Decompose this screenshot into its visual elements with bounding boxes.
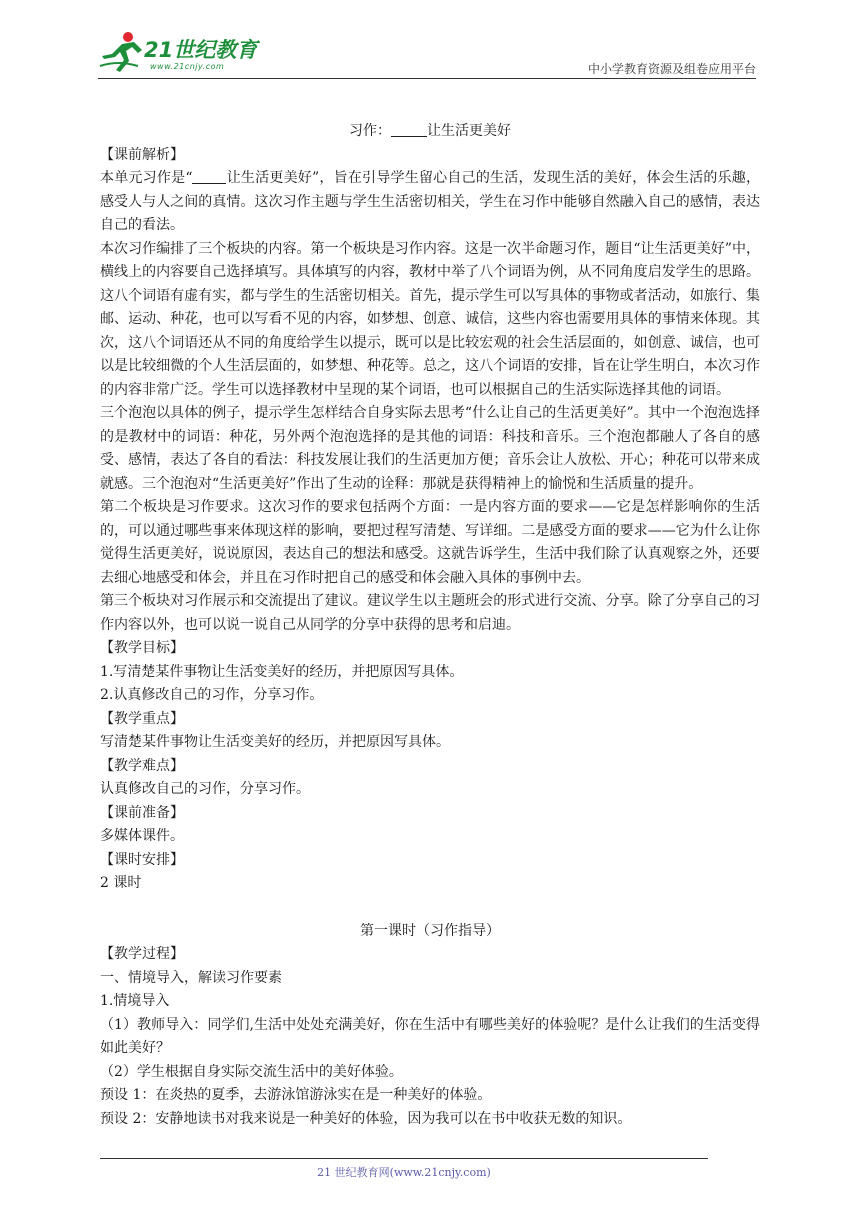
footer-divider <box>100 1158 708 1159</box>
footer-link[interactable]: 21 世纪教育网(www.21cnjy.com) <box>317 1166 491 1179</box>
title-blank <box>391 121 427 137</box>
section-heading: 【课前解析】 <box>100 146 184 163</box>
section-heading: 【课前准备】 <box>100 804 184 821</box>
runner-logo-icon <box>98 30 146 74</box>
paragraph: 写清楚某件事物让生活变美好的经历，并把原因写具体。 <box>100 734 450 750</box>
section-heading: 【教学重点】 <box>100 710 184 727</box>
doc-title: 习作： 让生活更美好 <box>349 123 511 139</box>
logo-url: www.21cnjy.com <box>150 62 225 71</box>
section-heading: 【课时安排】 <box>100 851 184 868</box>
section-heading: 【教学目标】 <box>100 640 184 656</box>
paragraph: 三个泡泡以具体的例子，提示学生怎样结合自身实际去思考“什么让自己的生活更美好”。其中一个泡泡选择的是教材中的词语：种花，另外两个泡泡选择的是其他的词语：科技和音乐。三个泡泡都融人了各自的感受、感情，表达了各自的看法：科技发展让我们的生活更加方便；音乐会让人放松、开心；种花可以带来成就感。三个泡泡对“生活更美好”作出了生动的诠释：那就是获得精神上的愉悦和生活质量的提升。 <box>100 405 760 492</box>
step-subheading: 1.情境导入 <box>100 993 170 1009</box>
section-heading: 【教学难点】 <box>100 757 184 774</box>
step-heading: 一、情境导入，解读习作要素 <box>100 969 282 986</box>
paragraph: 第二个板块是习作要求。这次习作的要求包括两个方面：一是内容方面的要求——它是怎样影响你的生活的，可以通过哪些事来体现这样的影响，要把过程写清楚、写详细。二是感受方面的要求——它为什么让你觉得生活更美好，说说原因，表达自己的想法和感受。这就告诉学生，生活中我们除了认真观察之外，还要去细心地感受和体会，并且在习作时把自己的感受和体会融入具体的事例中去。 <box>100 499 760 586</box>
document-body <box>100 120 760 1131</box>
logo <box>98 30 268 76</box>
lesson-title: 第一课时（习作指导） <box>360 922 500 939</box>
paragraph: 第三个板块对习作展示和交流提出了建议。建议学生以主题班会的形式进行交流、分享。除了分享自己的习作内容以外，也可以说一说自己从同学的分享中获得的思考和启迪。 <box>100 593 760 633</box>
paragraph: （1）教师导入：同学们,生活中处处充满美好，你在生活中有哪些美好的体验呢？是什么让我们的生活变得如此美好？ <box>100 1016 760 1056</box>
paragraph: 预设 2：安静地读书对我来说是一种美好的体验，因为我可以在书中收获无数的知识。 <box>100 1110 632 1127</box>
section-heading: 【教学过程】 <box>100 946 184 962</box>
paragraph: 2 课时 <box>100 875 142 891</box>
paragraph: 多媒体课件。 <box>100 828 184 844</box>
platform-name: 中小学教育资源及组卷应用平台 <box>587 62 756 76</box>
paragraph: 认真修改自己的习作，分享习作。 <box>100 781 310 797</box>
paragraph: 本次习作编排了三个板块的内容。第一个板块是习作内容。这是一次半命题习作，题目“让生活更美好”中，横线上的内容要自己选择填写。具体填写的内容，教材中举了八个词语为例，从不同角度启发学生的思路。这八个词语有虚有实，都与学生的生活密切相关。首先，提示学生可以写具体的事物或者活动，如旅行、集邮、运动、种花，也可以写看不见的内容，如梦想、创意、诚信，这些内容也需要用具体的事情来体现。其次，这八个词语还从不同的角度给学生以提示，既可以是比较宏观的社会生活层面的，如创意、诚信，也可以是比较细微的个人生活层面的，如梦想、种花等。总之，这八个词语的安排，旨在让学生明白，本次习作的内容非常广泛。学生可以选择教材中呈现的某个词语，也可以根据自己的生活实际选择其他的词语。 <box>100 240 760 398</box>
page-header <box>98 30 756 79</box>
inline-blank <box>192 168 226 184</box>
goal-item: 1.写清楚某件事物让生活变美好的经历，并把原因写具体。 <box>100 663 464 680</box>
paragraph: （2）学生根据自身实际交流生活中的美好体验。 <box>100 1063 403 1080</box>
paragraph: 预设 1：在炎热的夏季，去游泳馆游泳实在是一种美好的体验。 <box>100 1087 492 1103</box>
logo-text: 21世纪教育 <box>144 38 258 62</box>
goal-item: 2.认真修改自己的习作，分享习作。 <box>100 687 324 703</box>
paragraph: 本单元习作是“ 让生活更美好”，旨在引导学生留心自己的生活，发现生活的美好，体会生活的乐趣，感受人与人之间的真情。这次习作主题与学生生活密切相关，学生在习作中能够自然融入自己的感情，表达自己的看法。 <box>100 170 760 233</box>
